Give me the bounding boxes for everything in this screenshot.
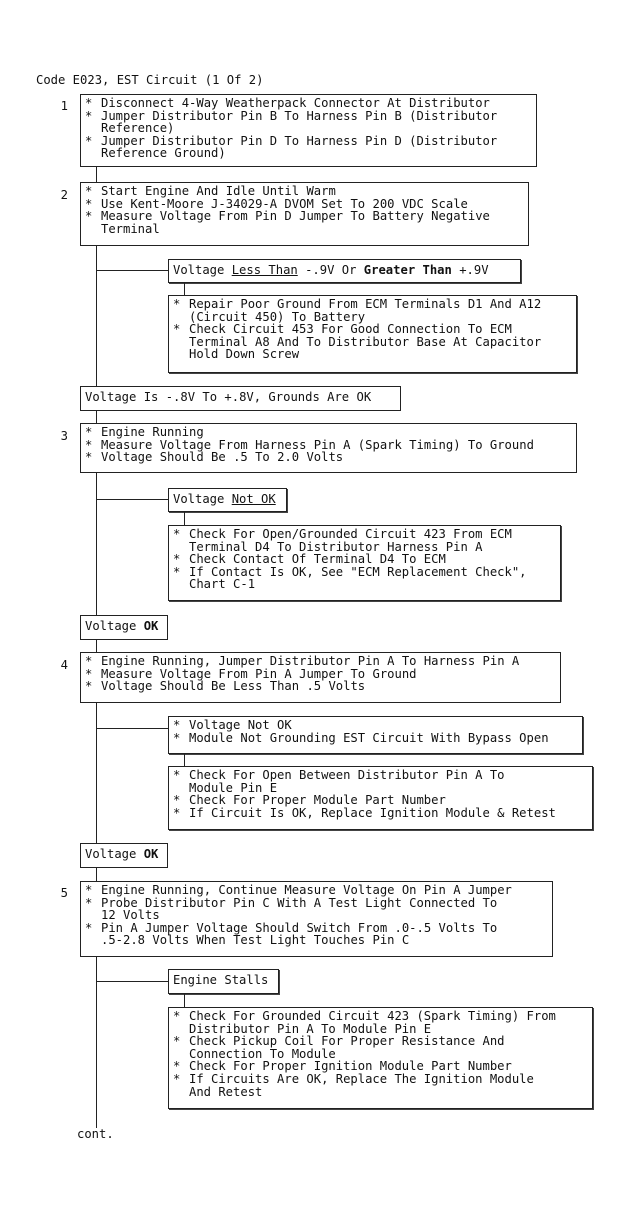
condition-box: Voltage Not OK <box>168 488 287 512</box>
condition-box <box>168 969 279 994</box>
condition-underline: Not OK <box>231 492 276 506</box>
action-item: Check Contact Of Terminal D4 To ECM <box>189 552 446 567</box>
condition-box: * Voltage Not OK * Module Not Grounding EST Circuit With Bypass Open <box>168 716 583 754</box>
condition-bold: Greater Than <box>363 263 452 277</box>
branch-connector <box>96 981 168 982</box>
ok-box: Voltage OK <box>80 843 168 868</box>
continued-label: cont. <box>77 1127 114 1141</box>
step-item: Voltage Should Be Less Than .5 Volts <box>101 679 366 694</box>
ok-bold: OK <box>143 847 159 861</box>
step-3-box: * Engine Running * Measure Voltage From Harness Pin A (Spark Timing) To Ground * Voltage Should Be .5 To 2.0 Volts <box>80 423 577 473</box>
action-box: * Repair Poor Ground From ECM Terminals D1 And A12 (Circuit 450) To Battery * Check Circuit 453 For Good Connection To ECM Terminal A8 And To Distributor Base At Capacitor Hold Down Screw <box>168 295 577 373</box>
branch-connector <box>96 270 168 271</box>
step-number: 5 <box>60 886 68 900</box>
step-1-box: * Disconnect 4-Way Weatherpack Connector At Distributor * Jumper Distributor Pin B To Harness Pin B (Distributor Reference) * Jumper Distributor Pin D To Harness Pin D (Distributor Reference Ground) <box>80 94 537 167</box>
action-item: Repair Poor Ground From ECM Terminals D1 And A12 (Circuit 450) To Battery <box>189 297 542 324</box>
action-box: * Check For Open Between Distributor Pin A To Module Pin E * Check For Proper Module Part Number * If Circuit Is OK, Replace Ignition Module & Retest <box>168 766 593 830</box>
action-connector <box>184 283 185 295</box>
step-item: Jumper Distributor Pin D To Harness Pin D (Distributor Reference Ground) <box>101 133 498 161</box>
action-connector <box>184 994 185 1007</box>
condition-label: Engine Stalls <box>173 973 269 987</box>
main-flow-line <box>96 167 97 1128</box>
step-item: Measure Voltage From Pin A Jumper To Ground <box>101 666 417 681</box>
step-number: 2 <box>60 188 68 202</box>
step-4-box: * Engine Running, Jumper Distributor Pin A To Harness Pin A * Measure Voltage From Pin A Jumper To Ground * Voltage Should Be Less Than .5 Volts <box>80 652 561 703</box>
step-item: Pin A Jumper Voltage Should Switch From .0-.5 Volts To .5-2.8 Volts When Test Light Touches Pin C <box>101 920 498 948</box>
ok-bold: OK <box>143 619 159 633</box>
ok-label: Voltage Is -.8V To +.8V, Grounds Are OK <box>85 390 372 404</box>
action-item: Check Circuit 453 For Good Connection To ECM Terminal A8 And To Distributor Base At Capacitor Hold Down Screw <box>189 322 542 362</box>
action-item: Check Pickup Coil For Proper Resistance And Connection To Module <box>189 1034 505 1061</box>
action-connector <box>184 512 185 525</box>
step-2-box: * Start Engine And Idle Until Warm * Use Kent-Moore J-34029-A DVOM Set To 200 VDC Scale * Measure Voltage From Pin D Jumper To Battery Negative Terminal <box>80 182 529 246</box>
step-item: Jumper Distributor Pin B To Harness Pin B (Distributor Reference) <box>101 108 498 136</box>
step-item: Probe Distributor Pin C With A Test Light Connected To 12 Volts <box>101 895 498 923</box>
action-item: If Circuit Is OK, Replace Ignition Module & Retest <box>189 805 556 820</box>
condition-underline: Less Than <box>231 263 298 277</box>
chart-title: Code E023, EST Circuit (1 Of 2) <box>36 73 264 87</box>
step-item: Engine Running, Continue Measure Voltage On Pin A Jumper <box>101 883 512 897</box>
ok-box: Voltage OK <box>80 615 168 640</box>
step-item: Voltage Should Be .5 To 2.0 Volts <box>101 450 344 465</box>
branch-connector <box>96 728 168 729</box>
step-item: Measure Voltage From Pin D Jumper To Battery Negative Terminal <box>101 209 490 236</box>
action-item: If Contact Is OK, See "ECM Replacement Check", Chart C-1 <box>189 564 527 592</box>
step-item: Engine Running, Jumper Distributor Pin A To Harness Pin A <box>101 654 520 668</box>
condition-item: Module Not Grounding EST Circuit With Bypass Open <box>189 730 549 745</box>
condition-box: Voltage Less Than -.9V Or Greater Than +.9V <box>168 259 521 283</box>
action-item: Check For Proper Module Part Number <box>189 793 446 808</box>
action-item: Check For Grounded Circuit 423 (Spark Timing) From Distributor Pin A To Module Pin E <box>189 1009 556 1036</box>
branch-connector <box>96 499 168 500</box>
step-5-box: * Engine Running, Continue Measure Voltage On Pin A Jumper * Probe Distributor Pin C With A Test Light Connected To 12 Volts * Pin A Jumper Voltage Should Switch From .0-.5 Volts To .5-2.8 Volts When Test Light Touches Pin C <box>80 881 553 957</box>
action-item: If Circuits Are OK, Replace The Ignition Module And Retest <box>189 1071 534 1099</box>
action-connector <box>184 754 185 766</box>
action-box: * Check For Open/Grounded Circuit 423 From ECM Terminal D4 To Distributor Harness Pin A * Check Contact Of Terminal D4 To ECM * If Contact Is OK, See "ECM Replacement Check", Chart C-1 <box>168 525 561 601</box>
step-item: Engine Running <box>101 425 204 439</box>
action-item: Check For Proper Ignition Module Part Number <box>189 1059 512 1074</box>
condition-item: Voltage Not OK <box>189 718 292 732</box>
step-item: Disconnect 4-Way Weatherpack Connector At Distributor <box>101 96 490 110</box>
action-item: Check For Open Between Distributor Pin A To Module Pin E <box>189 768 505 795</box>
step-item: Measure Voltage From Harness Pin A (Spark Timing) To Ground <box>101 437 534 452</box>
step-number: 1 <box>60 99 68 113</box>
action-item: Check For Open/Grounded Circuit 423 From ECM Terminal D4 To Distributor Harness Pin A <box>189 527 512 554</box>
ok-box <box>80 386 401 411</box>
step-number: 4 <box>60 658 68 672</box>
step-number: 3 <box>60 429 68 443</box>
step-item: Use Kent-Moore J-34029-A DVOM Set To 200 VDC Scale <box>101 196 468 211</box>
step-item: Start Engine And Idle Until Warm <box>101 184 336 198</box>
action-box: * Check For Grounded Circuit 423 (Spark Timing) From Distributor Pin A To Module Pin E * Check Pickup Coil For Proper Resistance And Connection To Module * Check For Proper Ignition Module Part Number * If Circuits Are OK, Replace The Ignition Module And Retest <box>168 1007 593 1109</box>
